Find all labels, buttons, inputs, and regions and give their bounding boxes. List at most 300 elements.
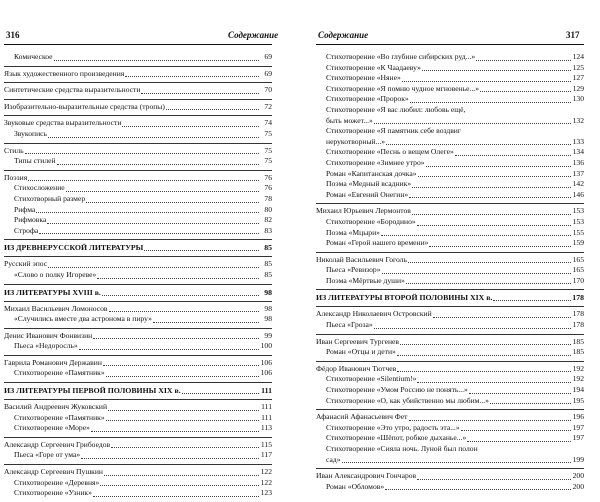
toc-section-heading[interactable] (316, 292, 584, 303)
toc-entry-title: Пьеса «Ревизор» (326, 265, 381, 275)
toc-entry-title: нерукотворный...» (326, 136, 386, 146)
toc-entry[interactable] (4, 146, 272, 157)
toc-dot-leader (39, 233, 259, 234)
toc-dot-leader (54, 60, 259, 61)
toc-entry[interactable] (316, 52, 584, 63)
toc-page-number: 195 (572, 395, 584, 405)
toc-page-number: 111 (261, 412, 272, 422)
toc-page-number: 178 (572, 293, 584, 303)
toc-dot-leader (422, 70, 571, 71)
toc-dot-leader (417, 479, 571, 480)
toc-dot-leader (102, 295, 259, 296)
toc-dot-leader (402, 81, 571, 82)
toc-page-number: 98 (264, 314, 272, 324)
toc-entry-title: Стихотворение «Бородино» (326, 216, 416, 226)
toc-entry-title: Стихотворение «Песнь о вещем Олеге» (326, 147, 454, 157)
toc-entry-title: Стихотворение «Я помню чудное мгновенье...» (326, 83, 479, 93)
left-page-number: 316 (6, 30, 20, 40)
toc-page-number: 111 (261, 386, 272, 396)
toc-entry[interactable] (4, 314, 272, 325)
toc-page-number: 117 (260, 450, 272, 460)
toc-entry[interactable] (4, 205, 272, 216)
toc-entry-title: Михаил Васильевич Ломоносов (4, 303, 108, 313)
toc-entry-title: Роман «Капитанская дочка» (326, 168, 417, 178)
toc-entry[interactable] (316, 158, 584, 169)
toc-entry-title: Стихотворение «Деревня» (14, 477, 100, 487)
toc-dot-leader (106, 376, 259, 377)
toc-dot-leader (57, 164, 259, 165)
toc-page-number: 82 (264, 215, 272, 225)
toc-entry-title: Стихотворение «Пророк» (326, 94, 409, 104)
toc-entry[interactable] (316, 433, 584, 444)
toc-page-number: 130 (572, 94, 584, 104)
toc-page-number: 142 (572, 179, 584, 189)
toc-entry-title: «Случились вместе два астронома в пиру» (14, 314, 152, 324)
toc-page-number: 111 (261, 402, 272, 412)
toc-dot-leader (374, 328, 571, 329)
toc-page-number: 69 (264, 52, 272, 61)
toc-entry-title: Стихотворение «Море» (14, 423, 90, 433)
toc-dot-leader (397, 371, 571, 372)
toc-entry[interactable] (316, 374, 584, 385)
toc-entry[interactable] (316, 190, 584, 201)
toc-dot-leader (108, 410, 259, 411)
toc-dot-leader (66, 191, 259, 192)
toc-page-number: 74 (264, 118, 272, 128)
toc-page-number: 85 (264, 259, 272, 269)
toc-page-number: 98 (264, 303, 272, 313)
toc-page-number: 136 (572, 157, 584, 167)
toc-entry[interactable] (316, 94, 584, 105)
toc-dot-leader (412, 187, 571, 188)
toc-page-number: 113 (260, 423, 272, 433)
toc-entry-title: Стихотворение «Я вас любил: любовь ещё, (326, 104, 466, 114)
toc-dot-leader (141, 93, 259, 94)
toc-dot-leader (410, 102, 571, 103)
toc-entry-title: Стихотворение «Шёпот, робкое дыханье...» (326, 433, 467, 443)
toc-dot-leader (417, 225, 571, 226)
toc-page-number: 106 (260, 357, 272, 367)
toc-entry-title: Стихотворный размер (14, 193, 86, 203)
toc-page-number: 106 (260, 368, 272, 378)
toc-page-number: 100 (260, 341, 272, 351)
toc-dot-leader (81, 458, 259, 459)
toc-dot-leader (461, 430, 571, 431)
toc-page-number: 185 (572, 347, 584, 357)
toc-entry[interactable] (4, 52, 272, 63)
toc-entry[interactable] (4, 173, 272, 184)
toc-entry-title: «Слово о полку Игореве» (14, 269, 97, 279)
toc-entry-title: Стихосложение (14, 183, 65, 193)
toc-entry-title: Пьеса «Горе от ума» (14, 450, 81, 460)
toc-entry-title: Александр Сергеевич Пушкин (4, 467, 103, 477)
toc-entry-title: Александр Сергеевич Грибоедов (4, 439, 111, 449)
left-header-rule (4, 44, 272, 45)
toc-dot-leader (418, 176, 571, 177)
toc-dot-leader (342, 462, 572, 463)
left-running-title: Содержание (228, 30, 279, 40)
toc-block (316, 307, 584, 334)
toc-dot-leader (166, 109, 259, 110)
toc-block (4, 302, 272, 329)
toc-entry[interactable] (4, 413, 272, 424)
toc-entry-title: ИЗ ЛИТЕРАТУРЫ ВТОРОЙ ПОЛОВИНЫ XIX в. (316, 293, 493, 303)
toc-entry-title: Стихотворение «Памятник» (14, 368, 105, 378)
toc-dot-leader (122, 126, 259, 127)
toc-block (316, 410, 584, 469)
toc-page-number: 185 (572, 336, 584, 346)
toc-entry-title: Стихотворение «Я памятник себе воздвиг (326, 126, 461, 136)
toc-block (316, 50, 584, 204)
toc-entry-title: Фёдор Иванович Тютчев (316, 363, 397, 373)
toc-dot-leader (382, 273, 571, 274)
toc-dot-leader (406, 283, 571, 284)
toc-entry-title: ИЗ ЛИТЕРАТУРЫ XVIII в. (4, 287, 101, 297)
toc-page-number: 99 (264, 330, 272, 340)
toc-entry[interactable] (316, 116, 584, 127)
toc-entry-title: Стихотворение «О, как убийственно мы любим...» (326, 395, 489, 405)
toc-entry[interactable] (4, 129, 272, 140)
toc-dot-leader (493, 300, 571, 301)
toc-dot-leader (100, 485, 259, 486)
toc-entry[interactable] (4, 85, 272, 96)
toc-entry[interactable] (4, 358, 272, 369)
toc-block (4, 171, 272, 241)
toc-dot-leader (381, 235, 571, 236)
toc-page-number: 134 (572, 147, 584, 157)
toc-entry[interactable] (4, 259, 272, 270)
toc-entry[interactable] (4, 183, 272, 194)
right-page-number: 317 (566, 30, 580, 40)
right-header-rule (316, 44, 584, 45)
toc-page-number: 146 (572, 189, 584, 199)
toc-entry[interactable] (4, 156, 272, 167)
toc-entry-title: Поэма «Мёртвые души» (326, 275, 405, 285)
toc-entry-title: Иван Сергеевич Тургенев (316, 336, 400, 346)
toc-entry-title: Синтетические средства выразительности (4, 85, 141, 95)
toc-entry[interactable] (316, 238, 584, 249)
toc-entry[interactable] (316, 309, 584, 320)
toc-page-number: 75 (264, 128, 272, 138)
toc-block (4, 257, 272, 284)
toc-block (316, 253, 584, 291)
toc-entry-title: Роман «Отцы и дети» (326, 347, 396, 357)
toc-entry-title: Русский эпос (4, 259, 48, 269)
toc-dot-leader (97, 278, 259, 279)
toc-page-number: 78 (264, 193, 272, 203)
toc-page-number: 70 (264, 85, 272, 95)
toc-entry-title: Поэзия (4, 172, 28, 182)
toc-dot-leader (48, 267, 259, 268)
toc-entry-title: Звуковые средства выразительности (4, 118, 122, 128)
toc-page-number: 194 (572, 385, 584, 395)
toc-entry[interactable] (316, 337, 584, 348)
toc-block (4, 50, 272, 67)
toc-dot-leader (467, 441, 571, 442)
toc-dot-leader (25, 153, 259, 154)
toc-page-number: 129 (572, 83, 584, 93)
toc-page-number: 69 (264, 68, 272, 78)
toc-block (316, 335, 584, 362)
toc-entry[interactable] (316, 217, 584, 228)
toc-dot-leader (144, 250, 259, 251)
toc-page-number: 76 (264, 183, 272, 193)
toc-entry-title: Иван Александрович Гончаров (316, 471, 417, 481)
toc-entry[interactable] (4, 331, 272, 342)
toc-dot-leader (79, 349, 259, 350)
toc-dot-leader (400, 344, 571, 345)
toc-page-number: 178 (572, 320, 584, 330)
toc-entry-title: Стихотворение «Silentium!» (326, 374, 417, 384)
toc-dot-leader (28, 180, 259, 181)
toc-entry-title: Пьеса «Недоросль» (14, 341, 78, 351)
toc-entry-title: Стихотворение «Няне» (326, 73, 401, 83)
toc-entry[interactable] (316, 471, 584, 482)
toc-dot-leader (153, 322, 259, 323)
toc-entry-title: Гаврила Романович Державин (4, 357, 102, 367)
toc-entry-title: Николай Васильевич Гоголь (316, 254, 407, 264)
toc-entry-title: сад» (326, 454, 341, 464)
toc-entry-title: Денис Иванович Фонвизин (4, 330, 93, 340)
right-page-contents (316, 50, 584, 495)
toc-dot-leader (385, 489, 571, 490)
toc-entry-title: Стихотворение «Зимнее утро» (326, 157, 425, 167)
toc-page-number: 192 (572, 363, 584, 373)
toc-block (4, 329, 272, 356)
toc-entry[interactable] (316, 412, 584, 423)
toc-dot-leader (412, 214, 571, 215)
toc-entry[interactable] (316, 482, 584, 493)
toc-entry[interactable] (316, 265, 584, 276)
toc-entry[interactable] (4, 368, 272, 379)
toc-entry-title: Поэма «Медный всадник» (326, 179, 412, 189)
toc-dot-leader (480, 91, 571, 92)
toc-page-number: 155 (572, 227, 584, 237)
toc-entry[interactable] (316, 276, 584, 287)
toc-dot-leader (103, 365, 259, 366)
toc-page-number: 127 (572, 73, 584, 83)
toc-page-number: 153 (572, 206, 584, 216)
toc-dot-leader (426, 166, 571, 167)
toc-entry[interactable] (4, 423, 272, 434)
toc-entry[interactable] (4, 341, 272, 352)
toc-page-number: 165 (572, 254, 584, 264)
toc-dot-leader (409, 420, 572, 421)
toc-entry-title: Звукопись (14, 128, 47, 138)
toc-entry[interactable] (316, 228, 584, 239)
toc-entry-title: Язык художественного произведения (4, 68, 125, 78)
toc-block (4, 438, 272, 465)
toc-entry[interactable] (316, 169, 584, 180)
toc-dot-leader (93, 338, 259, 339)
toc-page-number: 196 (572, 412, 584, 422)
toc-page-number: 197 (572, 422, 584, 432)
toc-dot-leader (476, 60, 571, 61)
toc-page-number: 85 (264, 269, 272, 279)
toc-entry-title: ИЗ ДРЕВНЕРУССКОЙ ЛИТЕРАТУРЫ (4, 243, 144, 253)
toc-page-number: 170 (572, 275, 584, 285)
toc-entry-title: Пьеса «Гроза» (326, 320, 373, 330)
toc-entry[interactable] (316, 137, 584, 148)
toc-dot-leader (109, 311, 259, 312)
toc-entry-title: Стихотворение «Умом Россию не понять...» (326, 385, 468, 395)
toc-entry[interactable] (316, 255, 584, 266)
toc-dot-leader (104, 475, 259, 476)
toc-dot-leader (433, 317, 571, 318)
toc-dot-leader (47, 223, 259, 224)
toc-entry[interactable] (316, 444, 584, 455)
toc-entry-title: Стиль (4, 145, 24, 155)
toc-page-number: 83 (264, 225, 272, 235)
toc-block (4, 400, 272, 438)
toc-entry[interactable] (316, 206, 584, 217)
toc-entry-title: Роман «Евгений Онегин» (326, 189, 409, 199)
toc-dot-leader (48, 137, 259, 138)
toc-block (4, 383, 272, 400)
toc-page-number: 200 (572, 481, 584, 491)
toc-page-number: 115 (260, 439, 272, 449)
toc-entry[interactable] (316, 105, 584, 116)
toc-block (4, 116, 272, 143)
toc-entry[interactable] (4, 215, 272, 226)
toc-entry[interactable] (4, 226, 272, 237)
toc-page-number: 192 (572, 374, 584, 384)
toc-entry-title: Типы стилей (14, 156, 56, 166)
toc-entry[interactable] (4, 69, 272, 80)
toc-entry-title: Рифмовка (14, 215, 47, 225)
toc-block (316, 469, 584, 495)
toc-page-number: 137 (572, 168, 584, 178)
toc-dot-leader (36, 212, 259, 213)
toc-entry-title: Роман «Герой нашего времени» (326, 238, 429, 248)
toc-block (4, 465, 272, 502)
toc-entry-title: быть может...» (326, 115, 373, 125)
toc-entry[interactable] (316, 320, 584, 331)
toc-page-number: 85 (264, 243, 272, 253)
toc-page-number: 72 (264, 101, 272, 111)
toc-dot-leader (111, 447, 259, 448)
toc-block (316, 204, 584, 252)
toc-dot-leader (86, 202, 259, 203)
toc-page-number: 165 (572, 265, 584, 275)
toc-dot-leader (397, 355, 571, 356)
toc-block (4, 100, 272, 117)
toc-block (4, 356, 272, 383)
toc-page-number: 124 (572, 52, 584, 61)
toc-block (316, 290, 584, 307)
toc-entry[interactable] (316, 179, 584, 190)
toc-section-heading[interactable] (4, 287, 272, 298)
toc-dot-leader (469, 393, 571, 394)
toc-entry[interactable] (4, 102, 272, 113)
toc-page-number: 200 (572, 471, 584, 481)
toc-page-number: 133 (572, 136, 584, 146)
toc-entry[interactable] (4, 270, 272, 281)
toc-entry[interactable] (316, 126, 584, 137)
toc-entry-title: Афанасий Афанасьевич Фет (316, 412, 408, 422)
toc-entry[interactable] (4, 402, 272, 413)
toc-entry[interactable] (316, 423, 584, 434)
toc-page-number: 197 (572, 433, 584, 443)
toc-entry[interactable] (4, 467, 272, 478)
toc-page-number: 75 (264, 156, 272, 166)
toc-block (4, 285, 272, 302)
toc-dot-leader (91, 431, 259, 432)
toc-entry[interactable] (4, 478, 272, 489)
toc-entry-title: Стихотворение «Сияла ночь. Луной был полон (326, 444, 478, 453)
toc-entry[interactable] (316, 63, 584, 74)
toc-entry[interactable] (4, 450, 272, 461)
toc-block (4, 144, 272, 171)
toc-dot-leader (409, 197, 571, 198)
toc-entry[interactable] (316, 347, 584, 358)
toc-entry[interactable] (4, 194, 272, 205)
toc-page-number: 125 (572, 62, 584, 72)
toc-dot-leader (408, 262, 571, 263)
toc-entry-title: Стихотворение «Во глубине сибирских руд...» (326, 52, 476, 61)
toc-entry-title: Стихотворение «Это утро, радость эта...» (326, 422, 460, 432)
toc-dot-leader (106, 420, 259, 421)
toc-entry[interactable] (4, 304, 272, 315)
toc-block (316, 362, 584, 410)
toc-dot-leader (417, 382, 571, 383)
toc-entry[interactable] (316, 147, 584, 158)
toc-entry-title: Стихотворение «К Чаадаеву» (326, 62, 421, 72)
toc-page-number: 122 (260, 477, 272, 487)
toc-block (4, 83, 272, 100)
toc-entry[interactable] (316, 73, 584, 84)
toc-entry-title: Стихотворение «Узник» (14, 488, 92, 498)
toc-entry-title: Стихотворение «Памятник» (14, 412, 105, 422)
toc-dot-leader (490, 403, 571, 404)
toc-entry-title: Изобразительно-выразительные средства (тропы) (4, 101, 165, 111)
toc-entry[interactable] (316, 455, 584, 466)
left-page-contents (4, 50, 272, 502)
toc-entry-title: Роман «Обломов» (326, 481, 385, 491)
toc-page-number: 123 (260, 488, 272, 498)
toc-entry[interactable] (4, 440, 272, 451)
toc-page-number: 178 (572, 309, 584, 319)
toc-entry-title: Василий Андреевич Жуковский (4, 402, 108, 412)
toc-dot-leader (386, 144, 571, 145)
toc-dot-leader (125, 76, 259, 77)
toc-entry-title: Комическое (14, 52, 53, 61)
toc-entry-title: Строфа (14, 225, 39, 235)
toc-entry[interactable] (316, 364, 584, 375)
right-running-title: Содержание (318, 30, 369, 40)
toc-entry[interactable] (4, 118, 272, 129)
toc-dot-leader (182, 393, 259, 394)
toc-entry-title: Александр Николаевич Островский (316, 309, 432, 319)
toc-entry[interactable] (316, 396, 584, 407)
toc-block (4, 240, 272, 257)
toc-page-number: 153 (572, 216, 584, 226)
toc-block (4, 67, 272, 84)
toc-page-number: 122 (260, 467, 272, 477)
toc-dot-leader (93, 496, 259, 497)
toc-entry-title: ИЗ ЛИТЕРАТУРЫ ПЕРВОЙ ПОЛОВИНЫ XIX в. (4, 386, 181, 396)
toc-entry[interactable] (316, 385, 584, 396)
toc-section-heading[interactable] (4, 242, 272, 253)
toc-section-heading[interactable] (4, 385, 272, 396)
toc-page-number: 98 (264, 287, 272, 297)
toc-entry[interactable] (4, 488, 272, 499)
toc-page-number: 75 (264, 145, 272, 155)
toc-page-number: 76 (264, 172, 272, 182)
toc-entry[interactable] (316, 84, 584, 95)
toc-page-number: 159 (572, 238, 584, 248)
toc-page-number: 132 (572, 115, 584, 125)
